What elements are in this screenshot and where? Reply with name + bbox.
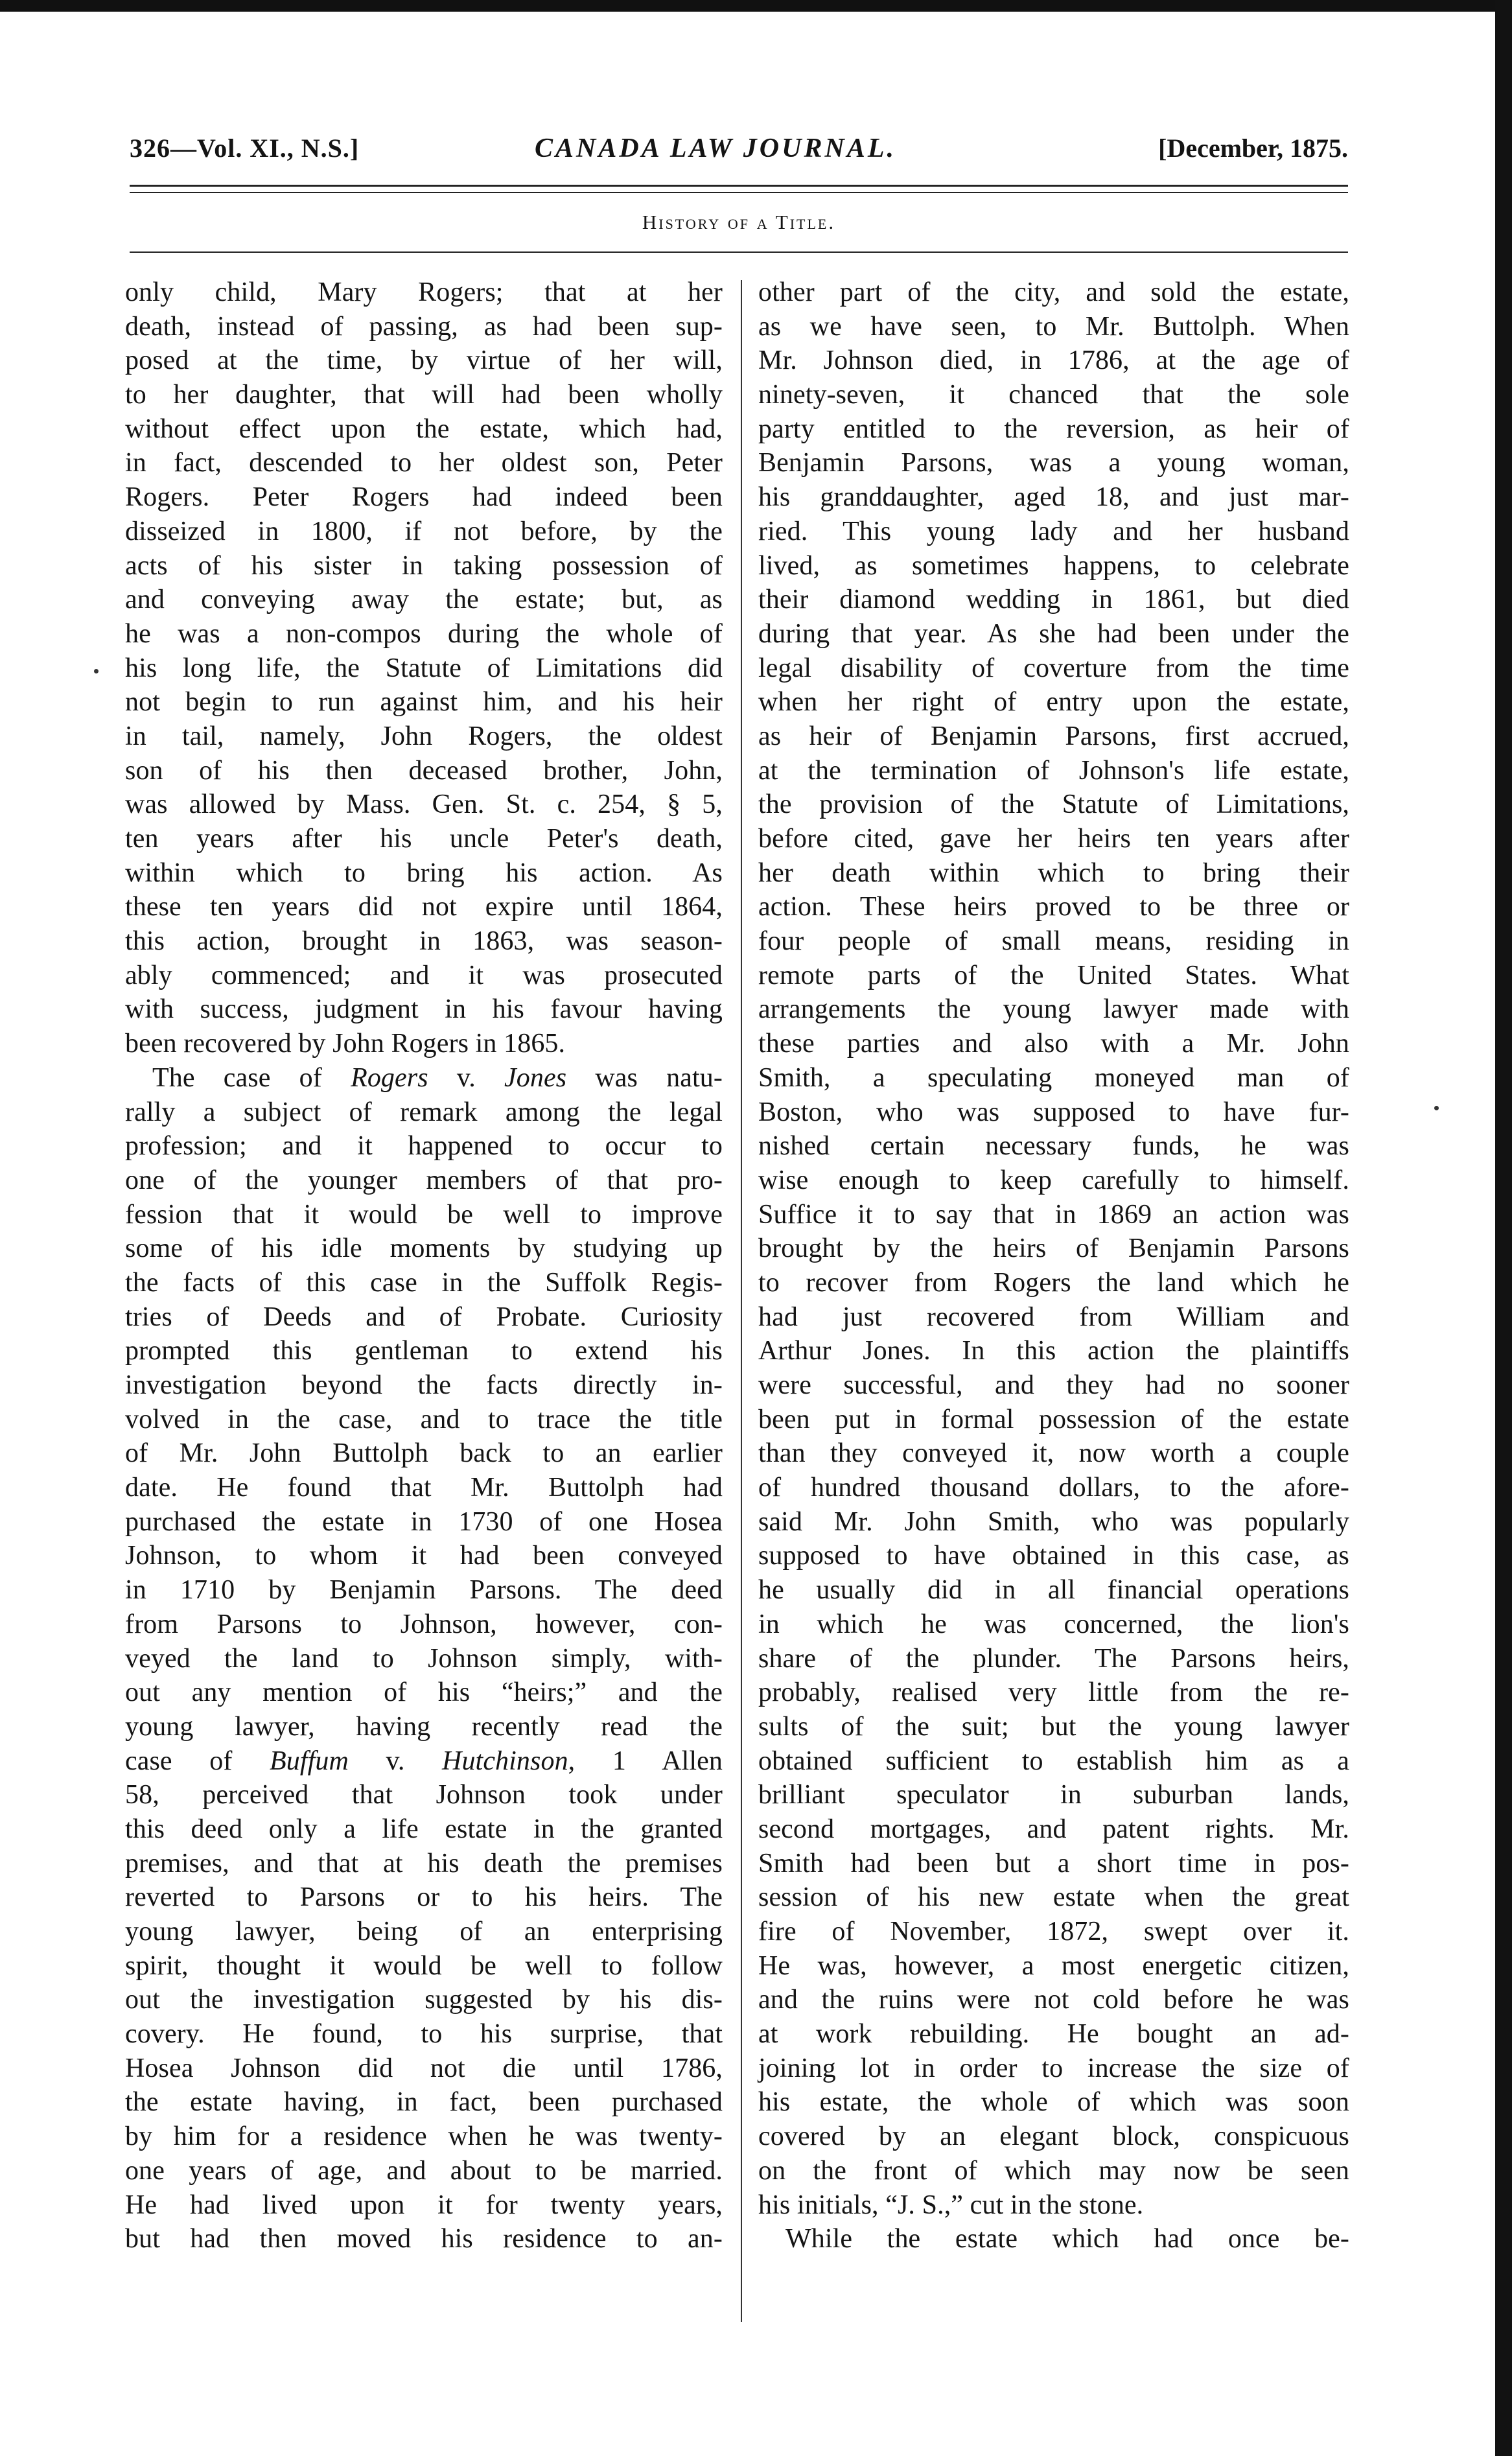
text-line [125,1436,723,1471]
text-run: as heir of Benjamin Parsons, first accrued, [758,721,1349,751]
text-line [125,992,723,1027]
text-run: from Parsons to Johnson, however, con- [125,1609,723,1639]
text-line [758,1847,1349,1881]
text-run: four people of small means, residing in [758,926,1349,957]
text-run: 58, perceived that Johnson took under [125,1780,723,1810]
text-line [125,1471,723,1505]
text-line [758,651,1349,686]
text-run: to her daughter, that will had been wholly [125,380,723,410]
text-line [758,412,1349,447]
text-line [758,1129,1349,1164]
text-line [125,1300,723,1335]
text-line [125,1334,723,1368]
text-run: this action, brought in 1863, was season- [125,926,723,957]
right-text-column [758,275,1349,2256]
text-line [758,1095,1349,1130]
margin-speck [94,669,99,673]
text-run: within which to bring his action. As [125,858,723,888]
text-line [125,1983,723,2017]
text-run: ten years after his uncle Peter's death, [125,824,723,854]
text-run: lived, as sometimes happens, to celebrate [758,550,1349,581]
text-line [758,310,1349,344]
text-run: He had lived upon it for twenty years, [125,2190,723,2220]
text-line [758,1608,1349,1642]
case-name: Buffum [269,1746,349,1776]
text-run: were successful, and they had no sooner [758,1370,1349,1400]
text-run: veyed the land to Johnson simply, with- [125,1643,723,1674]
text-run: in tail, namely, John Rogers, the oldest [125,721,723,751]
text-line [758,1573,1349,1608]
text-run: ninety-seven, it chanced that the sole [758,380,1349,410]
text-line [758,2017,1349,2052]
text-run: his estate, the whole of which was soon [758,2087,1349,2118]
text-line [758,1436,1349,1471]
text-run: young lawyer, having recently read the [125,1711,723,1742]
text-run: purchased the estate in 1730 of one Hosea [125,1506,723,1537]
text-run: prompted this gentleman to extend his [125,1336,723,1366]
column-divider [741,280,742,2322]
text-run: sults of the suit; but the young lawyer [758,1711,1349,1742]
text-run: he usually did in all financial operations [758,1575,1349,1606]
text-line [758,1744,1349,1779]
text-line [758,719,1349,754]
text-run: case of [125,1746,270,1776]
text-line [758,515,1349,549]
text-run: Boston, who was supposed to have fur- [758,1097,1349,1127]
left-text-column [125,275,723,2256]
text-run: these ten years did not expire until 1864, [125,892,723,922]
text-run: tries of Deeds and of Probate. Curiosity [125,1302,723,1332]
text-run: of hundred thousand dollars, to the afore- [758,1473,1349,1503]
text-line [125,1710,723,1744]
text-run: been recovered by John Rogers in 1865. [125,1029,566,1059]
text-line [758,1368,1349,1403]
scan-right-border [1495,0,1512,2456]
section-title: History of a Title. [642,211,836,233]
text-line [125,1266,723,1300]
text-run: in which he was concerned, the lion's [758,1609,1349,1639]
text-line [758,685,1349,719]
text-line [125,583,723,617]
text-run: young lawyer, being of an enterprising [125,1917,723,1947]
text-run: joining lot in order to increase the size of [758,2053,1349,2083]
text-line [758,1334,1349,1368]
journal-title: CANADA LAW JOURNAL. [535,134,896,163]
text-line [758,2120,1349,2154]
text-run: to recover from Rogers the land which he [758,1267,1349,1298]
text-line [125,1368,723,1403]
text-run: legal disability of coverture from the time [758,653,1349,683]
text-line [125,378,723,412]
text-run: investigation beyond the facts directly in- [125,1370,723,1400]
text-run: his granddaughter, aged 18, and just mar- [758,482,1349,513]
text-run: remote parts of the United States. What [758,960,1349,990]
text-line [758,890,1349,924]
text-line [758,1812,1349,1847]
text-line [758,2052,1349,2086]
text-run: when her right of entry upon the estate, [758,687,1349,718]
text-line [125,822,723,856]
text-line [758,754,1349,788]
text-run: Hosea Johnson did not die until 1786, [125,2053,723,2083]
text-line [125,1505,723,1539]
text-run: without effect upon the estate, which had, [125,414,723,444]
text-line [758,344,1349,378]
text-line [125,1847,723,1881]
text-run: rally a subject of remark among the legal [125,1097,723,1127]
text-run: out the investigation suggested by his dis- [125,1985,723,2015]
text-run: action. These heirs proved to be three or [758,892,1349,922]
text-run: in 1710 by Benjamin Parsons. The deed [125,1575,723,1606]
text-line [125,856,723,891]
text-run: Suffice it to say that in 1869 an action was [758,1199,1349,1230]
text-line [758,1232,1349,1266]
text-line [125,2188,723,2223]
text-line [758,959,1349,993]
text-line [125,754,723,788]
text-line [125,1539,723,1573]
text-line [758,480,1349,515]
text-line [125,1778,723,1812]
text-line [125,515,723,549]
text-line [758,1710,1349,1744]
text-run: covery. He found, to his surprise, that [125,2019,723,2050]
text-run: Benjamin Parsons, was a young woman, [758,448,1349,478]
text-run: the facts of this case in the Suffolk Regis- [125,1267,723,1298]
text-line [758,617,1349,651]
text-run: probably, realised very little from the re- [758,1678,1349,1708]
text-run: He was, however, a most energetic citizen, [758,1950,1349,1981]
text-line [125,275,723,310]
text-line [125,788,723,822]
text-line [758,1403,1349,1437]
case-name: Jones [504,1062,567,1093]
text-run: premises, and that at his death the premises [125,1848,723,1878]
text-line [125,685,723,719]
text-line [758,2188,1349,2223]
text-line [758,1983,1349,2017]
text-line [758,1880,1349,1915]
text-line [125,1027,723,1061]
text-run: son of his then deceased brother, John, [125,755,723,786]
text-run: date. He found that Mr. Buttolph had [125,1473,723,1503]
text-run: profession; and it happened to occur to [125,1131,723,1162]
text-run: their diamond wedding in 1861, but died [758,585,1349,615]
text-run: and the ruins were not cold before he was [758,1985,1349,2015]
text-run: his long life, the Statute of Limitations did [125,653,723,683]
text-run: the provision of the Statute of Limitations, [758,789,1349,820]
text-line [758,378,1349,412]
case-name: Hutchinson, [442,1746,576,1776]
text-line [125,310,723,344]
text-line [125,1812,723,1847]
text-run: this deed only a life estate in the granted [125,1814,723,1844]
text-line [125,2085,723,2120]
text-line [758,583,1349,617]
text-line [125,2052,723,2086]
margin-speck [1434,1106,1439,1110]
text-run: was allowed by Mass. Gen. St. c. 254, § 5, [125,789,723,820]
text-line [125,924,723,959]
text-line [125,2154,723,2188]
text-run: he was a non-compos during the whole of [125,618,723,649]
text-run: by him for a residence when he was twenty- [125,2122,723,2152]
text-line [125,1949,723,1983]
text-line [125,890,723,924]
text-run: second mortgages, and patent rights. Mr. [758,1814,1349,1844]
text-run: arrangements the young lawyer made with [758,994,1349,1025]
text-run: and conveying away the estate; but, as [125,585,723,615]
text-run: only child, Mary Rogers; that at her [125,277,723,307]
text-run: her death within which to bring their [758,858,1349,888]
text-run: was natu- [566,1062,723,1093]
text-line [758,1949,1349,1983]
text-line [758,1300,1349,1335]
text-run: party entitled to the reversion, as heir of [758,414,1349,444]
text-line [758,1778,1349,1812]
text-line [758,1266,1349,1300]
text-run: Arthur Jones. In this action the plaintiffs [758,1336,1349,1366]
text-run: posed at the time, by virtue of her will, [125,345,723,376]
text-line [758,822,1349,856]
text-run: the estate having, in fact, been purchased [125,2087,723,2118]
text-line [125,1915,723,1949]
text-line [125,1880,723,1915]
text-line [125,1198,723,1232]
text-line [758,2085,1349,2120]
text-run: volved in the case, and to trace the title [125,1404,723,1434]
text-run: of Mr. John Buttolph back to an earlier [125,1438,723,1469]
text-line [758,549,1349,583]
header-rule-top [130,185,1348,187]
text-run: ried. This young lady and her husband [758,516,1349,546]
text-run: share of the plunder. The Parsons heirs, [758,1643,1349,1674]
text-run: Mr. Johnson died, in 1786, at the age of [758,345,1349,376]
text-run: his initials, “J. S.,” cut in the stone. [758,2190,1144,2220]
text-run: not begin to run against him, and his heir [125,687,723,718]
text-run: Johnson, to whom it had been conveyed [125,1541,723,1571]
text-run: had just recovered from William and [758,1302,1349,1332]
text-run: out any mention of his “heirs;” and the [125,1678,723,1708]
text-line [125,1573,723,1608]
text-line [125,344,723,378]
text-run: Rogers. Peter Rogers had indeed been [125,482,723,513]
text-run: The case of [152,1062,351,1093]
text-line [758,992,1349,1027]
text-run: session of his new estate when the great [758,1882,1349,1913]
text-line [758,1505,1349,1539]
text-run: during that year. As she had been under the [758,618,1349,649]
text-line [758,1198,1349,1232]
text-line [758,275,1349,310]
text-run: other part of the city, and sold the estate, [758,277,1349,307]
text-run: been put in formal possession of the estate [758,1404,1349,1434]
page-volume-label: 326—Vol. XI., N.S.] [130,134,360,163]
text-line [758,1027,1349,1061]
text-run: spirit, thought it would be well to follow [125,1950,723,1981]
text-line [758,1642,1349,1676]
text-run: some of his idle moments by studying up [125,1234,723,1264]
text-line [758,446,1349,480]
case-name: Rogers [351,1062,428,1093]
header-rule-bottom [130,192,1348,193]
text-run: Smith had been but a short time in pos- [758,1848,1349,1878]
text-line [125,1061,723,1095]
text-line [758,1676,1349,1710]
text-line [125,1164,723,1198]
text-run: v. [428,1062,505,1093]
text-run: but had then moved his residence to an- [125,2224,723,2254]
text-run: these parties and also with a Mr. John [758,1029,1349,1059]
text-line [758,1471,1349,1505]
text-line [125,549,723,583]
text-line [125,1642,723,1676]
text-run: nished certain necessary funds, he was [758,1131,1349,1162]
issue-date: [December, 1875. [1158,134,1348,163]
text-run: brought by the heirs of Benjamin Parsons [758,1234,1349,1264]
text-run: acts of his sister in taking possession of [125,550,723,581]
text-run: before cited, gave her heirs ten years after [758,824,1349,854]
text-run: than they conveyed it, now worth a couple [758,1438,1349,1469]
text-line [125,1608,723,1642]
text-run: While the estate which had once be- [785,2224,1349,2254]
text-run: said Mr. John Smith, who was popularly [758,1506,1349,1537]
text-line [758,2154,1349,2188]
text-run: one of the younger members of that pro- [125,1165,723,1195]
text-line [125,480,723,515]
text-run: Smith, a speculating moneyed man of [758,1062,1349,1093]
text-run: obtained sufficient to establish him as a [758,1746,1349,1776]
text-line [758,924,1349,959]
text-run: death, instead of passing, as had been sup- [125,311,723,342]
text-run: brilliant speculator in suburban lands, [758,1780,1349,1810]
text-line [758,1915,1349,1949]
text-line [125,2120,723,2154]
text-run: reverted to Parsons or to his heirs. The [125,1882,723,1913]
text-line [125,1095,723,1130]
text-line [125,651,723,686]
text-line [125,959,723,993]
section-rule [130,251,1348,253]
text-run: at the termination of Johnson's life estate, [758,755,1349,786]
text-run: wise enough to keep carefully to himself. [758,1165,1349,1195]
text-line [125,1676,723,1710]
text-line [125,1744,723,1779]
text-run: v. [348,1746,443,1776]
text-line [758,1164,1349,1198]
running-header [130,133,1348,172]
text-run: supposed to have obtained in this case, as [758,1541,1349,1571]
text-line [125,2222,723,2256]
text-line [758,1061,1349,1095]
text-run: one years of age, and about to be married. [125,2155,723,2186]
text-run: on the front of which may now be seen [758,2155,1349,2186]
text-line [758,856,1349,891]
text-run: fire of November, 1872, swept over it. [758,1917,1349,1947]
text-run: 1 Allen [575,1746,723,1776]
text-line [125,1232,723,1266]
text-line [125,1129,723,1164]
text-line [125,412,723,447]
text-run: fession that it would be well to improve [125,1199,723,1230]
text-line [125,719,723,754]
text-line [125,1403,723,1437]
text-run: with success, judgment in his favour having [125,994,723,1025]
scan-top-border [0,0,1512,12]
text-line [125,446,723,480]
text-line [758,2222,1349,2256]
text-run: ably commenced; and it was prosecuted [125,960,723,990]
text-line [125,617,723,651]
text-line [758,1539,1349,1573]
text-run: as we have seen, to Mr. Buttolph. When [758,311,1349,342]
text-run: disseized in 1800, if not before, by the [125,516,723,546]
text-run: at work rebuilding. He bought an ad- [758,2019,1349,2050]
text-line [125,2017,723,2052]
text-line [758,788,1349,822]
text-run: covered by an elegant block, conspicuous [758,2122,1349,2152]
text-run: in fact, descended to her oldest son, Peter [125,448,723,478]
